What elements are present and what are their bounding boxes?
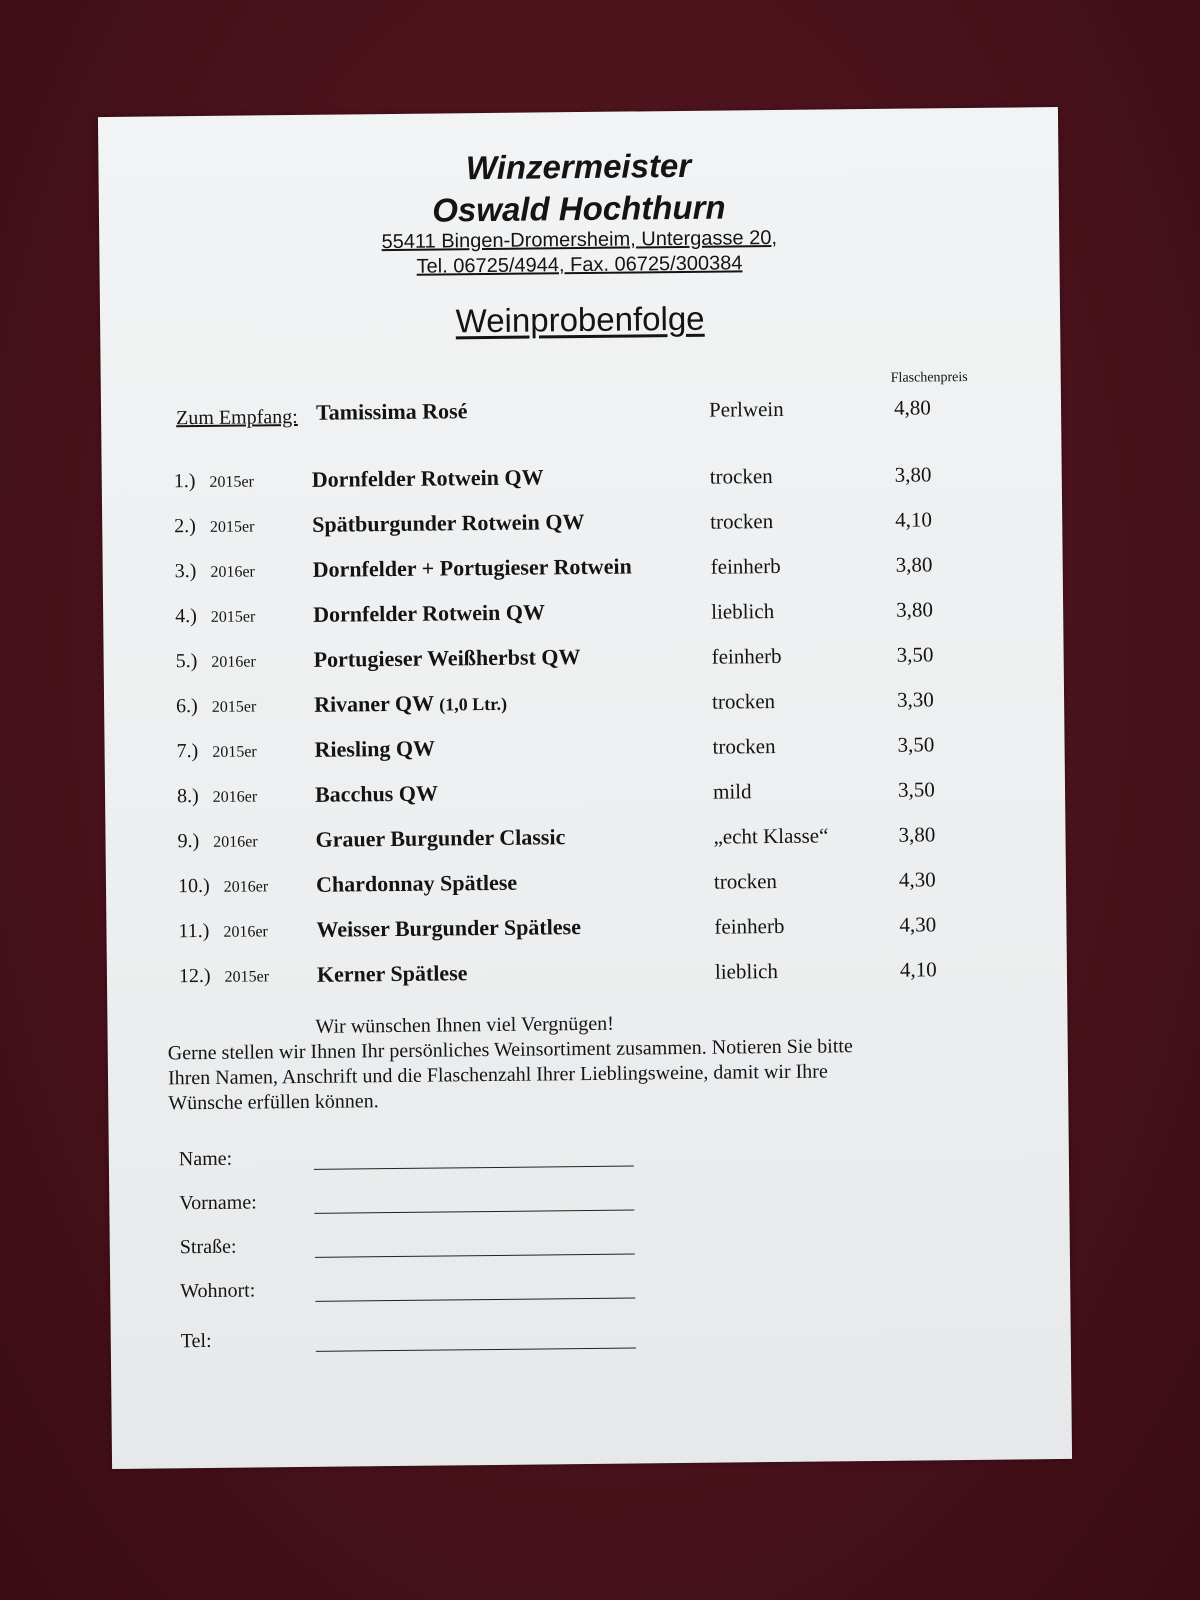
wine-style: feinherb (710, 553, 781, 579)
form-row-wohnort (180, 1275, 640, 1324)
wine-name: Grauer Burgunder Classic (315, 824, 566, 852)
wine-number: 8.) 2016er (176, 785, 258, 808)
wine-price: 3,80 (896, 597, 934, 622)
page-title (100, 295, 1060, 345)
wine-row (102, 459, 1062, 501)
wine-row (104, 639, 1064, 681)
wine-price: 4,10 (895, 507, 933, 532)
wine-row (102, 504, 1062, 546)
wine-price: 3,80 (895, 552, 933, 577)
wine-number: 1.) 2015er (173, 470, 254, 493)
page-title-text: Weinprobenfolge (455, 299, 705, 340)
greeting: Wir wünschen Ihnen viel Vergnügen! (315, 1012, 614, 1038)
closing-line: Wünsche erfüllen können. (168, 1090, 379, 1115)
form-label: Wohnort: (180, 1279, 256, 1303)
wine-year: 2015er (210, 608, 256, 626)
wine-name: Dornfelder + Portugieser Rotwein (312, 553, 632, 582)
form-row-name (179, 1143, 639, 1192)
wine-style: „echt Klasse“ (713, 823, 829, 849)
wine-number: 9.) 2016er (177, 830, 258, 853)
wine-style: feinherb (714, 913, 785, 939)
wine-row (105, 819, 1065, 861)
form-label: Vorname: (179, 1191, 257, 1215)
wine-price: 4,10 (899, 957, 937, 982)
wine-name: Dornfelder Rotwein QW (311, 464, 544, 492)
wine-year: 2016er (223, 878, 269, 896)
form-label: Name: (178, 1147, 233, 1171)
wine-number: 5.) 2016er (175, 650, 256, 673)
tasting-sheet (98, 107, 1072, 1469)
winery-contact (99, 223, 1059, 283)
price-column-header: Flaschenpreis (890, 369, 968, 386)
wine-year: 2015er (209, 473, 254, 491)
wine-number: 6.) 2015er (176, 695, 257, 718)
wine-name: Weisser Burgunder Spätlese (316, 914, 582, 942)
wine-price: 3,80 (894, 462, 932, 487)
wine-row (104, 729, 1064, 771)
welcome-wine-style: Perlwein (708, 396, 784, 422)
wine-name: Riesling QW (314, 735, 436, 762)
wine-name: Portugieser Weißherbst QW (313, 644, 581, 672)
tel-field-line[interactable] (316, 1347, 636, 1351)
wine-number: 7.) 2015er (176, 740, 257, 763)
welcome-row (101, 392, 1061, 434)
wine-number: 12.) 2015er (178, 964, 270, 988)
wine-price: 3,50 (897, 732, 935, 757)
winery-address: 55411 Bingen-Dromersheim, Untergasse 20, (381, 226, 778, 254)
wine-year: 2016er (210, 563, 255, 581)
wine-row (103, 594, 1063, 636)
wine-number: 10.) 2016er (177, 874, 269, 898)
wine-row (103, 549, 1063, 591)
wine-style: trocken (709, 464, 773, 489)
wine-price: 3,80 (898, 822, 936, 847)
wine-number: 3.) 2016er (174, 560, 255, 583)
name-field-line[interactable] (314, 1166, 634, 1170)
form-row-vorname (179, 1187, 639, 1236)
wine-name: Kerner Spätlese (316, 960, 468, 987)
wine-number: 11.) 2016er (178, 919, 268, 943)
wine-row (106, 909, 1066, 951)
form-label: Tel: (180, 1329, 212, 1353)
wine-row (105, 774, 1065, 816)
wine-style: trocken (710, 509, 774, 534)
wine-row (106, 864, 1066, 906)
wine-style: trocken (712, 734, 776, 759)
wine-number: 4.) 2015er (175, 605, 256, 628)
wine-price: 3,50 (897, 777, 935, 802)
wine-price: 3,50 (896, 642, 934, 667)
wine-style: trocken (713, 868, 778, 894)
wine-number: 2.) 2015er (174, 515, 255, 538)
wine-row (107, 954, 1067, 996)
wine-price: 4,30 (898, 867, 936, 892)
wine-year: 2016er (223, 923, 268, 941)
welcome-wine-price: 4,80 (893, 395, 931, 420)
wine-name: Spätburgunder Rotwein QW (312, 508, 585, 537)
form-row-tel (181, 1325, 641, 1374)
winery-heading (98, 141, 1059, 235)
wine-style: lieblich (714, 958, 779, 984)
wine-name: Chardonnay Spätlese (315, 869, 518, 897)
welcome-wine-name: Tamissima Rosé (315, 398, 468, 425)
winery-owner: Oswald Hochthurn (432, 188, 726, 229)
wine-row (104, 684, 1064, 726)
closing-line: Ihren Namen, Anschrift und die Flaschenzahl Ihrer Lieblingsweine, damit wir Ihre (167, 1060, 828, 1090)
wine-name: Dornfelder Rotwein QW (313, 599, 546, 627)
wine-price: 4,30 (899, 912, 937, 937)
wine-year: 2015er (211, 698, 257, 716)
wine-year: 2015er (212, 743, 257, 761)
wine-style: mild (712, 779, 752, 804)
closing-line: Gerne stellen wir Ihnen Ihr persönliches Weinsortiment zusammen. Notieren Sie bitte (167, 1035, 853, 1065)
wine-year: 2016er (213, 833, 258, 851)
form-label: Straße: (179, 1235, 237, 1259)
wine-year: 2016er (211, 653, 256, 671)
wine-style: lieblich (711, 599, 775, 624)
wine-price: 3,30 (896, 687, 934, 712)
winery-phone: Tel. 06725/4944, Fax. 06725/300384 (416, 252, 743, 278)
form-row-strasse (180, 1231, 640, 1280)
wine-name: Bacchus QW (314, 780, 439, 807)
wine-year: 2015er (224, 968, 270, 986)
vorname-field-line[interactable] (314, 1210, 634, 1214)
closing-text (167, 1008, 978, 1116)
wohnort-field-line[interactable] (315, 1298, 635, 1302)
wine-name: Rivaner QW (1,0 Ltr.) (313, 690, 508, 717)
wine-style: feinherb (711, 643, 782, 669)
welcome-label: Zum Empfang: (175, 405, 298, 430)
wine-bottle-size: (1,0 Ltr.) (439, 693, 508, 715)
winery-title: Winzermeister (465, 146, 692, 187)
wine-style: trocken (711, 689, 776, 714)
wine-year: 2015er (209, 518, 255, 536)
strasse-field-line[interactable] (315, 1254, 635, 1258)
wine-year: 2016er (212, 788, 258, 806)
